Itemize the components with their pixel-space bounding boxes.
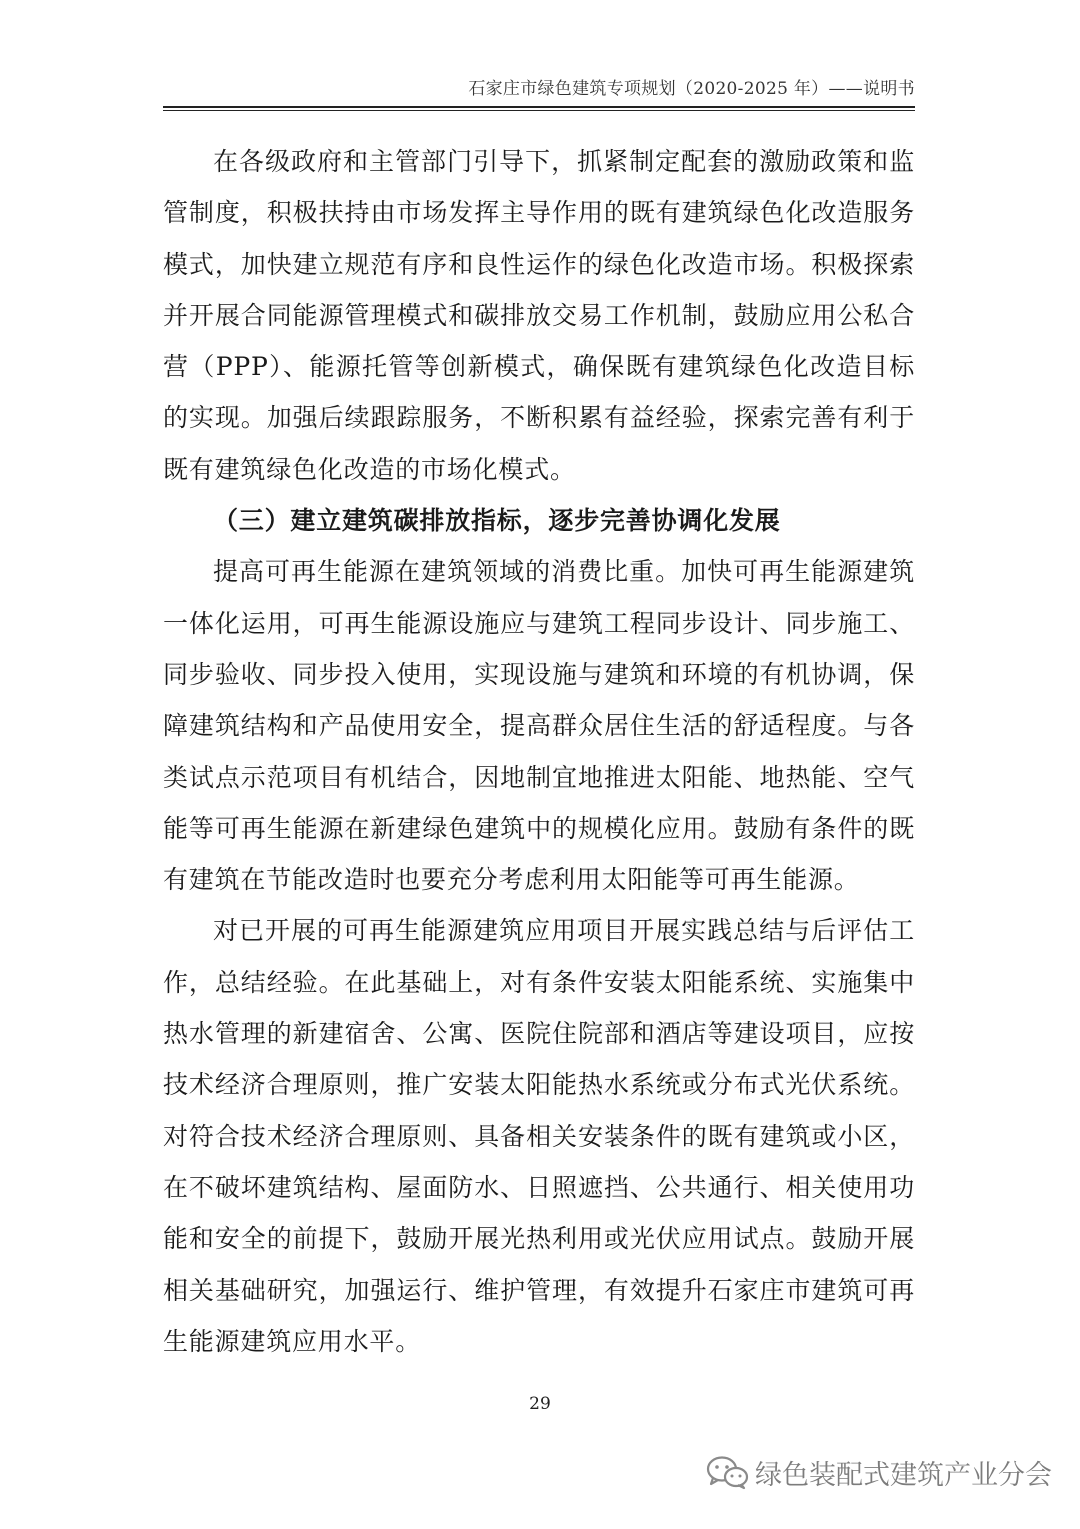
- wechat-icon: [705, 1454, 749, 1490]
- watermark: [705, 1452, 1052, 1492]
- running-header: 石家庄市绿色建筑专项规划（2020-2025 年）——说明书: [468, 79, 915, 99]
- paragraph-2: 提高可再生能源在建筑领域的消费比重。加快可再生能源建筑一体化运用，可再生能源设施应与建筑工程同步设计、同步施工、同步验收、同步投入使用，实现设施与建筑和环境的有机协调，保障建筑结构和产品使用安全，提高群众居住生活的舒适程度。与各类试点示范项目有机结合，因地制宜地推进太阳能、地热能、空气能等可再生能源在新建绿色建筑中的规模化应用。鼓励有条件的既有建筑在节能改造时也要充分考虑利用太阳能等可再生能源。: [163, 557, 915, 895]
- header-rule-thin: [163, 110, 915, 111]
- header-rule-thick: [163, 106, 915, 108]
- section-heading: （三）建立建筑碳排放指标，逐步完善协调化发展: [213, 506, 781, 536]
- paragraph-1: 在各级政府和主管部门引导下，抓紧制定配套的激励政策和监管制度，积极扶持由市场发挥主导作用的既有建筑绿色化改造服务模式，加快建立规范有序和良性运作的绿色化改造市场。积极探索并开展合同能源管理模式和碳排放交易工作机制，鼓励应用公私合营（PPP）、能源托管等创新模式，确保既有建筑绿色化改造目标的实现。加强后续跟踪服务，不断积累有益经验，探索完善有利于既有建筑绿色化改造的市场化模式。: [163, 147, 915, 484]
- body-text: [163, 136, 915, 1367]
- page-number: 29: [529, 1394, 551, 1414]
- watermark-text: 绿色装配式建筑产业分会: [755, 1459, 1052, 1491]
- paragraph-3: 对已开展的可再生能源建筑应用项目开展实践总结与后评估工作，总结经验。在此基础上，对有条件安装太阳能系统、实施集中热水管理的新建宿舍、公寓、医院住院部和酒店等建设项目，应按技术经济合理原则，推广安装太阳能热水系统或分布式光伏系统。对符合技术经济合理原则、具备相关安装条件的既有建筑或小区，在不破坏建筑结构、屋面防水、日照遮挡、公共通行、相关使用功能和安全的前提下，鼓励开展光热利用或光伏应用试点。鼓励开展相关基础研究，加强运行、维护管理，有效提升石家庄市建筑可再生能源建筑应用水平。: [163, 916, 915, 1356]
